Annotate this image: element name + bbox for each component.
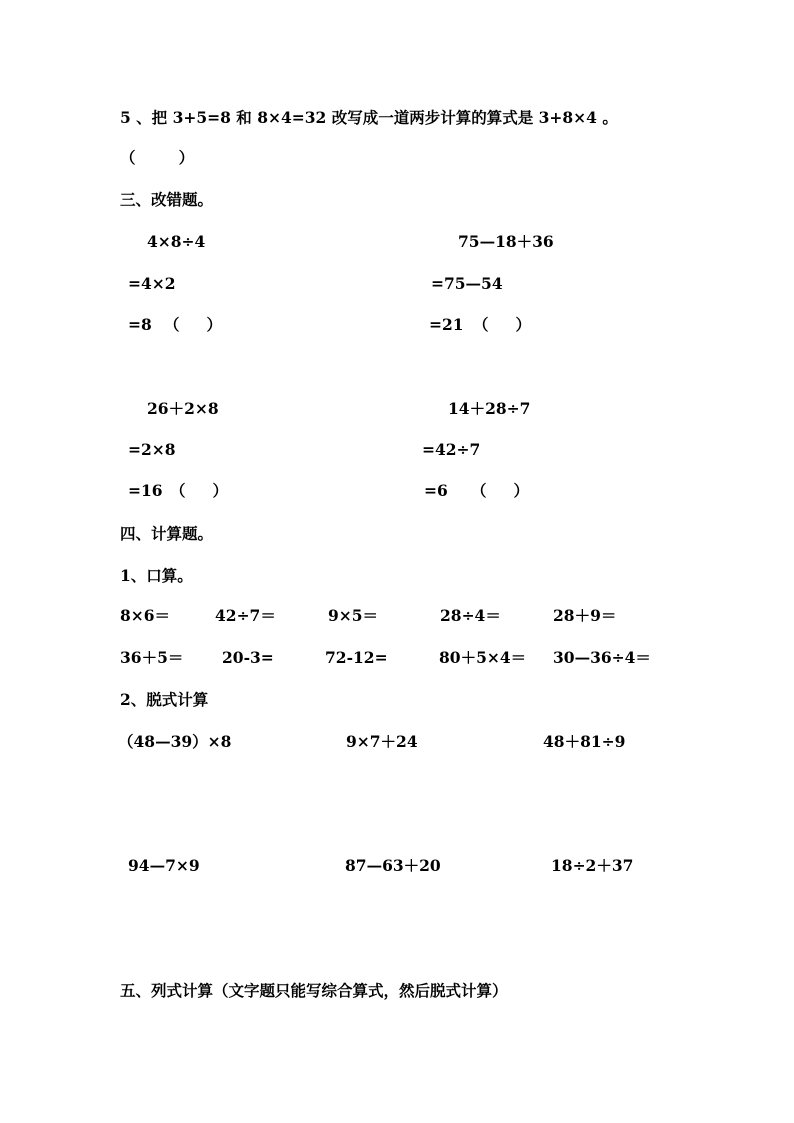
error-problem-1-step-1: =4×2 <box>128 274 176 293</box>
error-problem-1-bracket: （ ） <box>164 315 222 334</box>
error-problem-2-step-2: =21 <box>429 315 464 334</box>
error-problem-3-step-1: =2×8 <box>128 440 176 459</box>
oral-problem: 9×5＝ <box>328 606 379 625</box>
stepwise-problem: 48＋81÷9 <box>543 732 626 751</box>
error-problem-4-step-2: =6 <box>424 481 448 500</box>
stepwise-problem: 18÷2＋37 <box>551 856 634 875</box>
error-problem-3-bracket: （ ） <box>170 481 228 500</box>
stepwise-calculation-title: 2、脱式计算 <box>120 690 209 709</box>
error-problem-2-step-1: =75—54 <box>431 274 503 293</box>
error-problem-4-step-1: =42÷7 <box>422 440 481 459</box>
oral-problem: 72-12= <box>325 648 388 667</box>
oral-problem: 80＋5×4＝ <box>439 648 527 667</box>
section-5-title: 五、列式计算（文字题只能写综合算式，然后脱式计算） <box>120 981 508 1000</box>
oral-problem: 20-3= <box>222 648 274 667</box>
question-5-text: 5 、把 3+5=8 和 8×4=32 改写成一道两步计算的算式是 3+8×4 。 <box>120 108 618 127</box>
error-problem-4-expression: 14＋28÷7 <box>448 399 531 418</box>
error-problem-1-step-2: =8 <box>128 315 152 334</box>
oral-problem: 28÷4＝ <box>440 606 501 625</box>
question-5-answer-bracket: （ ） <box>120 148 195 167</box>
error-problem-3-expression: 26＋2×8 <box>147 399 219 418</box>
stepwise-problem: （48—39）×8 <box>118 732 232 751</box>
stepwise-problem: 94—7×9 <box>128 856 200 875</box>
stepwise-problem: 87—63＋20 <box>345 856 441 875</box>
oral-problem: 42÷7＝ <box>215 606 276 625</box>
stepwise-problem: 9×7＋24 <box>346 732 418 751</box>
oral-problem: 30—36÷4＝ <box>553 648 651 667</box>
error-problem-2-bracket: （ ） <box>473 315 531 334</box>
oral-problem: 8×6＝ <box>120 606 171 625</box>
error-problem-2-expression: 75—18＋36 <box>458 232 554 251</box>
oral-problem: 28＋9＝ <box>553 606 617 625</box>
error-problem-1-expression: 4×8÷4 <box>147 232 206 251</box>
oral-calculation-title: 1、口算。 <box>120 566 193 585</box>
error-problem-4-bracket: （ ） <box>471 481 529 500</box>
error-problem-3-step-2: =16 <box>128 481 163 500</box>
oral-problem: 36＋5＝ <box>120 648 184 667</box>
section-3-title: 三、改错题。 <box>120 190 214 209</box>
section-4-title: 四、计算题。 <box>120 524 214 543</box>
